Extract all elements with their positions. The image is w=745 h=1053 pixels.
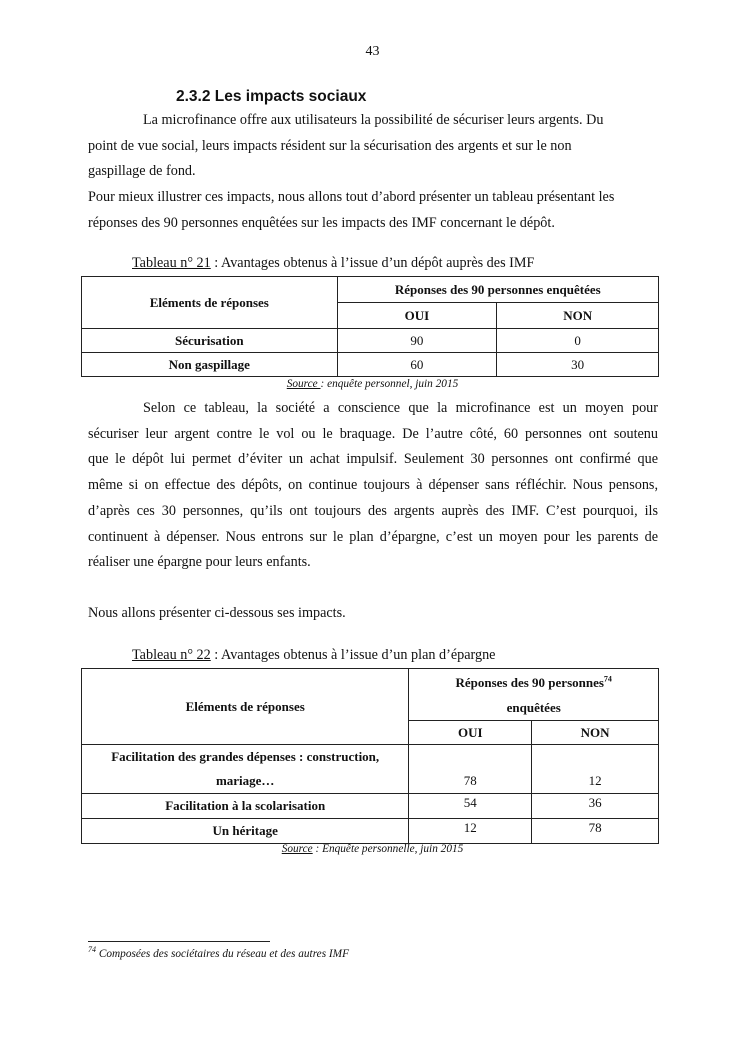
table-21-row-2-non: 30 — [497, 353, 659, 377]
table-22-group-header — [409, 669, 659, 721]
table-21-caption-text: : Avantages obtenus à l’issue d’un dépôt auprès des IMF — [210, 255, 535, 271]
table-row — [82, 329, 659, 353]
table-21-row-2-label: Non gaspillage — [82, 353, 338, 377]
table-row — [82, 353, 659, 377]
intro-paragraph — [88, 108, 658, 237]
analysis-line-2: sécuriser leur argent contre le vol ou le braquage. De l’autre côté, 60 personnes ont soutenu — [88, 425, 658, 442]
table-22-row-2-oui: 54 — [409, 794, 532, 819]
table-22-oui-header: OUI — [409, 721, 532, 745]
analysis-line-4: même si on effectue des dépôts, on continue toujours à dépenser sans réfléchir. Nous pensons, — [88, 477, 658, 494]
table-22-row-1-label-line-2: mariage… — [215, 773, 275, 788]
intro-line-1: La microfinance offre aux utilisateurs la possibilité de sécuriser leurs argents. Du — [143, 112, 604, 128]
intro-line-2: point de vue social, leurs impacts résident sur la sécurisation des argents et sur le non — [88, 137, 572, 154]
table-22-row-3-oui: 12 — [409, 819, 532, 844]
table-21-ref: Tableau n° 21 — [132, 255, 211, 271]
table-22 — [81, 668, 659, 844]
table-21-col-header: Eléments de réponses — [82, 277, 338, 329]
footnote-mark: 74 — [88, 945, 96, 955]
section-heading: 2.3.2 Les impacts sociaux — [176, 88, 367, 105]
table-21-row-2-oui: 60 — [337, 353, 497, 377]
table-22-row-3-label: Un héritage — [82, 819, 409, 844]
table-row — [82, 819, 659, 844]
table-21-oui-header: OUI — [337, 303, 497, 329]
table-21-group-header: Réponses des 90 personnes enquêtées — [337, 277, 658, 303]
intro-line-4: Pour mieux illustrer ces impacts, nous allons tout d’abord présenter un tableau présentant les — [88, 189, 615, 206]
table-22-source-text: : Enquête personnelle, juin 2015 — [312, 843, 464, 855]
table-row — [82, 794, 659, 819]
transition-text: Nous allons présenter ci-dessous ses impacts. — [88, 605, 346, 621]
table-22-row-2-non: 36 — [532, 794, 659, 819]
page-number: 43 — [365, 44, 380, 59]
table-21-row-1-label: Sécurisation — [82, 329, 338, 353]
table-21-source — [0, 378, 745, 390]
table-22-caption — [132, 647, 495, 664]
table-22-row-1-oui: 78 — [409, 745, 532, 794]
table-21-non-header: NON — [497, 303, 659, 329]
table-22-row-1-non: 12 — [532, 745, 659, 794]
table-21-caption — [132, 255, 534, 272]
table-22-ref: Tableau n° 22 — [132, 647, 211, 663]
analysis-line-1: Selon ce tableau, la société a conscience que la microfinance est un moyen pour — [143, 400, 658, 416]
footnote-divider — [88, 941, 270, 942]
intro-line-5: réponses des 90 personnes enquêtées sur les impacts des IMF concernant le dépôt. — [88, 214, 555, 231]
intro-line-3: gaspillage de fond. — [88, 163, 196, 180]
analysis-line-3: que le dépôt lui permet d’éviter un achat impulsif. Seulement 30 personnes ont confirmé que — [88, 451, 658, 468]
table-21-source-label: Source — [286, 378, 321, 390]
table-22-group-header-line-2: enquêtées — [506, 699, 561, 715]
table-22-row-1-label — [82, 745, 409, 794]
footnote-74-marker: 74 — [603, 674, 612, 684]
table-22-row-1-label-line-1: Facilitation des grandes dépenses : construction, — [111, 749, 380, 764]
footnote — [88, 945, 349, 960]
analysis-line-5: d’après ces 30 personnes, qu’ils ont toujours des argents auprès des IMF. C’est pourquoi, ils — [88, 502, 658, 519]
analysis-paragraph — [88, 396, 658, 576]
table-21-source-text: : enquête personnel, juin 2015 — [320, 378, 459, 390]
table-21 — [81, 276, 659, 377]
table-22-caption-text: : Avantages obtenus à l’issue d’un plan d’épargne — [210, 647, 496, 663]
footnote-text: Composées des sociétaires du réseau et des autres IMF — [96, 948, 349, 960]
table-22-row-2-label: Facilitation à la scolarisation — [82, 794, 409, 819]
table-22-group-header-line-1: Réponses des 90 personnes — [455, 674, 604, 690]
table-21-row-1-non: 0 — [497, 329, 659, 353]
analysis-line-6: continuent à dépenser. Nous entrons sur le plan d’épargne, c’est un moyen pour les parents de — [88, 528, 658, 545]
table-22-source-label: Source — [281, 843, 313, 855]
table-22-row-3-non: 78 — [532, 819, 659, 844]
table-22-source — [0, 843, 745, 855]
analysis-line-7: réaliser une épargne pour leurs enfants. — [88, 554, 311, 571]
table-row — [82, 745, 659, 794]
table-22-non-header: NON — [532, 721, 659, 745]
table-21-row-1-oui: 90 — [337, 329, 497, 353]
table-22-col-header: Eléments de réponses — [82, 669, 409, 745]
